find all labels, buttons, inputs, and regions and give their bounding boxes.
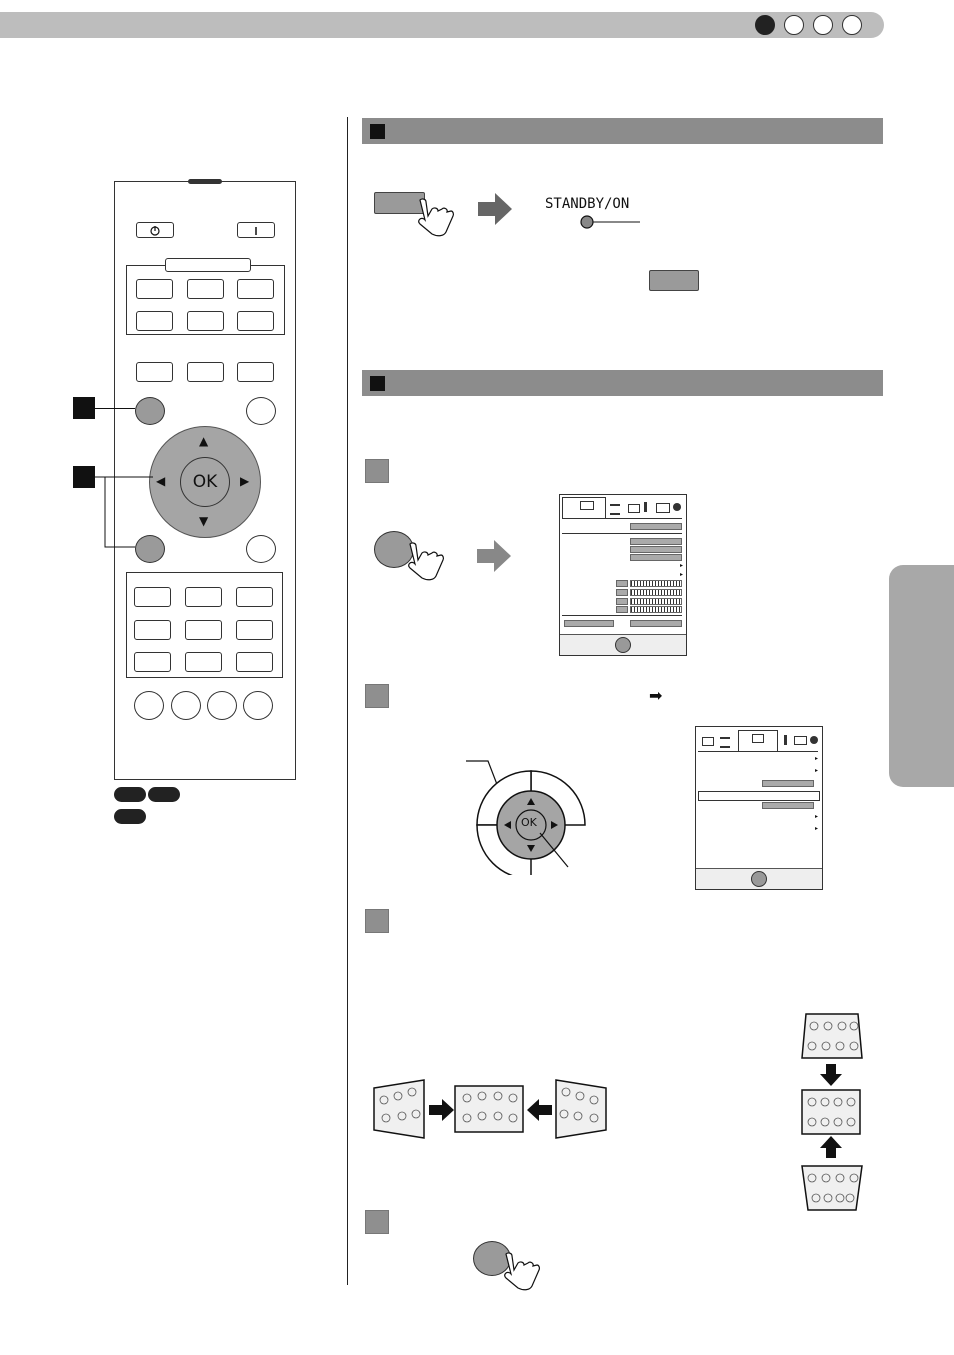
remote-button[interactable] [237,362,274,382]
menu-value-box [616,598,628,605]
remote-button[interactable] [187,362,224,382]
left-arrow-icon[interactable]: ◀ [156,474,166,488]
inline-button-illustration [649,270,699,291]
remote-button[interactable] [185,620,222,640]
menu-slider [630,589,682,596]
remote-round-button[interactable] [207,691,237,720]
next-step-arrow-icon [477,540,513,572]
remote-button[interactable] [187,311,224,331]
menu-divider [698,751,818,752]
function-tab-icon [794,736,807,745]
remote-button[interactable] [185,652,222,672]
menu-value-bar [630,538,682,545]
submenu-arrow-icon: ▸ [815,767,819,774]
submenu-arrow-icon: ▸ [680,562,684,569]
remote-round-button[interactable] [171,691,201,720]
step-marker-3 [365,909,389,933]
section-marker [370,376,385,391]
standby-button[interactable] [136,222,174,238]
remote-button[interactable] [134,652,171,672]
menu-divider [562,615,682,616]
setup-tab-icon [644,502,647,512]
vertical-keystone-diagram [800,1012,864,1212]
menu-value-bar [762,802,814,809]
step-marker-4 [365,1210,389,1234]
menu-divider [562,518,682,519]
page-indicator-dot [784,15,804,35]
group-label-plate [165,258,251,272]
picture-tab-icon [702,737,714,746]
menu-value-bar [762,780,814,787]
callout-lines [95,476,155,551]
menu-value-bar [630,554,682,561]
hand-press-icon [412,196,456,238]
step-marker-1 [365,459,389,483]
remote-round-button[interactable] [134,691,164,720]
display-tab-icon [628,504,640,513]
section-marker [370,124,385,139]
power-icon [137,224,173,238]
model-badge [114,809,146,824]
menu-selected-row [698,791,820,801]
dpad-guide-icon [751,871,767,887]
remote-button[interactable] [136,362,173,382]
lens-ok-label: OK [521,816,537,829]
remote-button[interactable] [134,587,171,607]
remote-button[interactable] [236,587,273,607]
menu-footer [696,868,822,889]
menu-value-box [616,606,628,613]
info-tab-icon [810,736,818,744]
remote-button[interactable] [136,279,173,299]
menu-value-box [616,580,628,587]
menu-screen-installation [695,726,823,890]
column-divider [347,117,348,1285]
indicator-lamp-icon [578,213,642,231]
page-indicator-dot [842,15,862,35]
menu-value-box [616,589,628,596]
step-marker-2 [365,684,389,708]
menu-value-bar [630,523,682,530]
remote-round-button[interactable] [243,691,273,720]
remote-button[interactable] [237,311,274,331]
menu-slider [630,598,682,605]
info-button[interactable] [246,397,276,425]
inline-arrow-icon: ➡ [649,686,663,705]
menu-value-bar [630,620,682,627]
right-arrow-icon[interactable]: ▶ [240,474,250,488]
remote-button[interactable] [134,620,171,640]
section-header-1 [362,118,883,144]
ok-button[interactable]: OK [180,457,230,507]
horizontal-keystone-diagram [372,1078,608,1140]
display-tab-icon [752,734,764,743]
menu-value-bar [564,620,614,627]
chapter-side-tab [889,565,954,787]
adjust-tab-icon [720,737,730,748]
up-arrow-icon[interactable]: ▲ [199,434,209,448]
page-indicator-dot [755,15,775,35]
down-arrow-icon[interactable]: ▼ [199,514,209,528]
menu-value-bar [630,546,682,553]
remote-button[interactable] [185,587,222,607]
info-tab-icon [673,503,681,511]
dpad-operation-diagram [460,755,600,875]
section-header-2 [362,370,883,396]
remote-ir-window [188,179,222,184]
menu-divider [562,533,682,534]
hand-press-icon [402,540,446,582]
submenu-arrow-icon: ▸ [680,571,684,578]
callout-line [95,408,135,409]
header-bar [0,12,884,38]
submenu-arrow-icon: ▸ [815,825,819,832]
remote-button[interactable] [237,279,274,299]
callout-marker-2 [73,466,95,488]
menu-slider [630,580,682,587]
standby-on-indicator-label: STANDBY/ON [545,196,630,212]
callout-marker-1 [73,397,95,419]
model-badge [114,787,146,802]
picture-tab-icon [580,501,594,510]
menu-slider [630,606,682,613]
menu-screen-picture [559,494,687,656]
adjust-tab-icon [610,504,620,515]
on-icon [238,224,274,238]
remote-button[interactable] [136,311,173,331]
remote-button[interactable] [187,279,224,299]
remote-button[interactable] [236,652,273,672]
next-step-arrow-icon [478,193,514,225]
dpad[interactable] [149,426,261,538]
menu-footer [560,634,686,655]
page-indicator-dot [813,15,833,35]
submenu-arrow-icon: ▸ [815,813,819,820]
menu-button[interactable] [135,397,165,425]
hand-press-icon [498,1250,542,1292]
hide-button[interactable] [246,535,276,563]
submenu-arrow-icon: ▸ [815,755,819,762]
dpad-guide-icon [615,637,631,653]
model-badge [148,787,180,802]
setup-tab-icon [784,735,787,745]
on-button[interactable] [237,222,275,238]
remote-button[interactable] [236,620,273,640]
function-tab-icon [656,503,670,513]
